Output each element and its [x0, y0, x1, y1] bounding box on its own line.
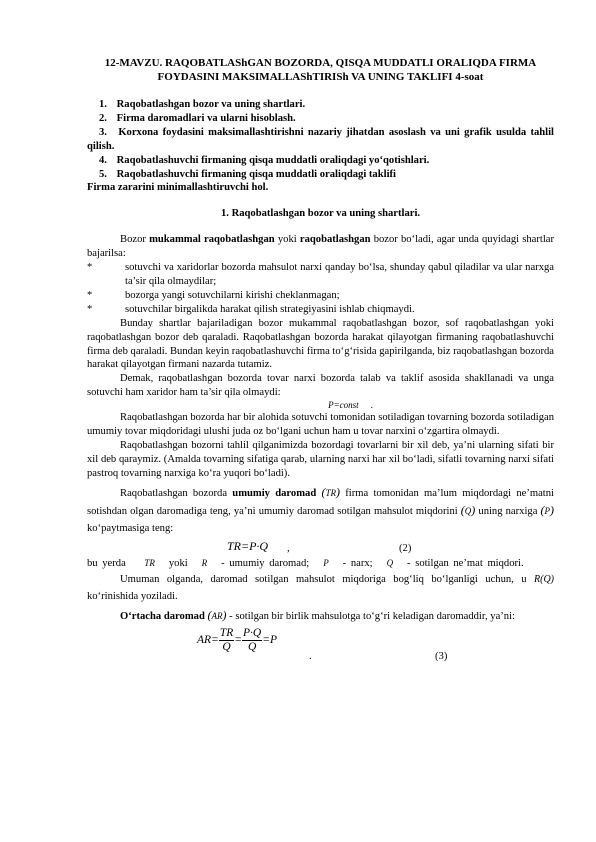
toc-item-text: Korxona foydasini maksimallashtirishni nazariy jihatdan asoslash va uni grafik usulda tahlil qilish.	[87, 126, 554, 152]
bullet-mark: *	[87, 303, 93, 315]
paragraph: Demak, raqobatlashgan bozorda tovar narxi bozorda talab va taklif asosida shakllanadi va unga sotuvchi ham xaridor ham ta’sir qila olmaydi:	[87, 373, 554, 399]
symbol-tr: TR	[144, 557, 155, 568]
toc-item-text: Raqobatlashuvchi firmaning qisqa muddatli oraliqdagi taklifi	[116, 168, 396, 180]
paragraph-definition	[87, 233, 554, 261]
text-run: yoki	[168, 557, 188, 569]
symbol-p: P	[323, 557, 329, 568]
equation-3	[87, 627, 554, 663]
text-run: - sotilgan ne’mat miqdori.	[407, 557, 524, 569]
toc-item-number: 1.	[99, 99, 107, 110]
text-run: ko‘rinishida yoziladi.	[87, 590, 178, 602]
bullet-text: sotuvchi va xaridorlar bozorda mahsulot narxi qanday bo‘lsa, shunday qabul qiladilar va ular narxga ta’sir qila olmaydilar;	[125, 262, 554, 287]
text-run: ko‘paytmasiga teng:	[87, 522, 174, 534]
formula-equals: =	[234, 633, 242, 646]
toc-item-text: Raqobatlashuvchi firmaning qisqa muddatli oraliqdagi yo‘qotishlari.	[116, 154, 430, 166]
symbol-rq: R(Q)	[534, 573, 554, 585]
bold-term: mukammal raqobatlashgan	[149, 234, 275, 246]
bullet-mark: *	[87, 289, 93, 301]
text-run: - umumiy daromad;	[221, 557, 310, 569]
toc-item	[87, 98, 554, 112]
text-run: uning narxiga	[475, 505, 541, 517]
bullet-item	[87, 289, 554, 303]
toc-item	[87, 168, 554, 182]
toc-item-number: 2.	[99, 112, 107, 124]
paragraph-average-revenue	[87, 607, 554, 625]
bullet-mark: *	[87, 262, 93, 274]
toc-item-number: 3.	[99, 126, 107, 138]
toc-item	[87, 112, 554, 126]
symbol-q: (Q)	[460, 502, 476, 517]
section-heading: 1. Raqobatlashgan bozor va uning shartlari.	[220, 208, 421, 220]
document-page	[87, 56, 554, 663]
paragraph-total-revenue	[87, 484, 554, 537]
toc-item-text: Raqobatlashgan bozor va uning shartlari.	[116, 99, 306, 110]
text-run: Raqobatlashgan bozorda	[120, 487, 233, 499]
formula-rhs: =P	[262, 633, 278, 646]
formula-price-constant	[147, 400, 554, 411]
formula-text: P=const	[328, 400, 359, 411]
table-of-contents	[87, 98, 554, 195]
text-run: yoki	[274, 234, 300, 246]
formula-lhs: AR=	[197, 633, 219, 646]
bold-term: O‘rtacha daromad	[120, 610, 205, 622]
symbol-ar: (AR)	[207, 607, 227, 622]
symbol-tr: (TR)	[321, 484, 341, 499]
paragraph-revenue-function	[87, 571, 554, 605]
toc-item-number: 4.	[99, 154, 107, 166]
bold-term: raqobatlashgan	[299, 234, 371, 246]
formula-comma: ,	[287, 542, 290, 554]
text-run: bozor bo‘ladi, agar unda quyidagi shartlar bajarilsa:	[87, 234, 554, 260]
symbol-q: Q	[386, 557, 394, 568]
symbol-r: R	[201, 557, 208, 568]
bullet-text: bozorga yangi sotuvchilarni kirishi cheklanmagan;	[125, 289, 340, 301]
bullet-item	[87, 303, 554, 317]
text-run: - sotilgan bir birlik mahsulotga to‘g‘ri keladigan daromaddir, ya’ni:	[226, 610, 515, 622]
toc-item-number: 5.	[99, 168, 107, 180]
toc-item	[87, 126, 554, 154]
equation-2	[87, 537, 554, 557]
equation-number: (3)	[435, 650, 448, 662]
toc-tail: Firma zararini minimallashtiruvchi hol.	[87, 182, 269, 194]
formula-average-revenue	[197, 627, 277, 654]
bullet-item	[87, 261, 554, 289]
bold-term: umumiy daromad	[232, 487, 317, 499]
document-title: 12-MAVZU. RAQOBATLAShGAN BOZORDA, QISQA MUDDATLI ORALIQDA FIRMA FOYDASINI MAKSIMALLAShTIRISh VA UNING TAKLIFI 4-soat	[104, 57, 537, 83]
text-run: Umuman olganda, daromad sotilgan mahsulot miqdoriga bog‘liq bo‘lganligi uchun, u	[120, 573, 534, 585]
text-run: firma tomonidan ma’lum miqdordagi ne’matni sotishdan olgan daromadiga teng, ya’ni umumiy daromad sotilgan mahsulot miqdorini	[87, 487, 554, 517]
paragraph: Raqobatlashgan bozorni tahlil qilganimizda bozordagi tovarlarni bir xil deb, ya’ni ularning sifati bir xil deb qaraymiz. (Amalda tovarning sifatiga qarab, ularning narxi har xil bo‘ladi, sifatli tovarning narxi sifati pastroq tovarning narxiga ko‘ra yuqori bo‘ladi).	[87, 439, 554, 479]
paragraph: Raqobatlashgan bozorda har bir alohida sotuvchi tomonidan sotiladigan tovarning bozorda sotiladigan umumiy tovar miqdoridagi ulushi juda oz bo‘lgani uchun ham u tovar narxini o‘zgartira olmaydi.	[87, 412, 554, 438]
text-run: - narx;	[342, 557, 373, 569]
toc-item-text: Firma daromadlari va ularni hisoblash.	[116, 112, 296, 124]
symbol-p: (P)	[540, 502, 554, 517]
formula-total-revenue: TR=P·Q	[227, 538, 269, 553]
fraction: $\frac{P\cdot Q}{Q}$	[243, 626, 262, 653]
equation-number: (2)	[399, 542, 412, 554]
paragraph: Bunday shartlar bajariladigan bozor mukammal raqobatlashgan bozor, sof raqobatlashgan yoki raqobatlashgan bozor deb qaraladi. Raqobatlashgan bozorda harakat qilayotgan firmaning raqobatlashuvchi firma deb qaraladi. Bundan keyin raqobatlashuvchi firma to‘g‘risida gapirilganda, biz raqobatlashgan bozorda harakat qilayotgan firmani nazarda tutamiz.	[87, 317, 554, 371]
paragraph-symbols	[87, 557, 554, 571]
text-run: bu yerda	[87, 557, 126, 569]
formula-dot: .	[370, 400, 373, 411]
formula-dot: .	[309, 650, 312, 662]
toc-item	[87, 154, 554, 168]
fraction: $\frac{TR}{Q}$	[219, 626, 234, 653]
text-run: Bozor	[120, 234, 150, 246]
bullet-text: sotuvchilar birgalikda harakat qilish strategiyasini ishlab chiqmaydi.	[125, 303, 415, 315]
